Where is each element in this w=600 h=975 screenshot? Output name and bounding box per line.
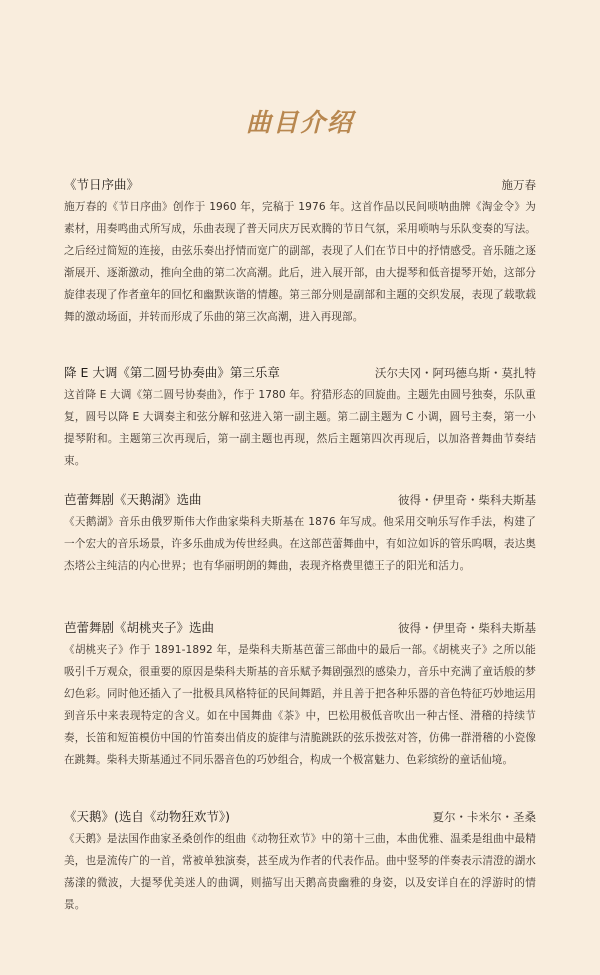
page-title: 曲目介绍 [245, 108, 354, 137]
piece-header [64, 174, 536, 196]
piece-composer: 沃尔夫冈・阿玛德乌斯・莫扎特 [375, 366, 536, 380]
piece-header [64, 806, 536, 828]
piece-description: 《胡桃夹子》作于 1891-1892 年，是柴科夫斯基芭蕾三部曲中的最后一部。《胡桃夹子》之所以能吸引千万观众，很重要的原因是柴科夫斯基的音乐赋予舞剧强烈的感染力，音乐中充满了童话般的梦幻色彩。同时他还插入了一批极具风格特征的民间舞蹈，并且善于把各种乐器的音色特征巧妙地运用到音乐中来表现特定的含义。如在中国舞曲《茶》中，巴松用极低音吹出一种古怪、滑稽的持续节奏，长笛和短笛模仿中国的竹笛奏出俏皮的旋律与清脆跳跃的弦乐拨弦对答，仿佛一群滑稽的小瓷像在跳舞。柴科夫斯基通过不同乐器音色的巧妙组合，构成一个极富魅力、色彩缤纷的童话仙境。 [64, 644, 536, 766]
program-piece-swan-lake [64, 489, 536, 577]
piece-composer: 彼得・伊里奇・柴科夫斯基 [398, 493, 536, 507]
piece-description: 施万春的《节日序曲》创作于 1960 年，完稿于 1976 年。这首作品以民间唢呐曲牌《淘金令》为素材，用奏鸣曲式所写成，乐曲表现了普天同庆万民欢腾的节日气氛，采用唢呐与乐队变奏的写法。之后经过简短的连接，由弦乐奏出抒情而宽广的副部，表现了人们在节日中的抒情感受。音乐随之逐渐展开、逐渐激动，推向全曲的第二次高潮。此后，进入展开部，由大提琴和低音提琴开始，这部分旋律表现了作者童年的回忆和幽默诙谐的情趣。第三部分则是副部和主题的交织发展，表现了载歌载舞的激动场面，并转而形成了乐曲的第三次高潮，进入再现部。 [64, 201, 536, 323]
piece-title: 《天鹅》(选自《动物狂欢节》) [64, 809, 231, 824]
piece-header [64, 617, 536, 639]
program-piece-festival-overture [64, 174, 536, 328]
program-piece-nutcracker [64, 617, 536, 771]
piece-description: 这首降 E 大调《第二圆号协奏曲》，作于 1780 年。狩猎形态的回旋曲。主题先由圆号独奏，乐队重复，圆号以降 E 大调奏主和弦分解和弦进入第一副主题。第二副主题为 C 小调，圆号主奏，第一小提琴附和。主题第三次再现后，第一副主题也再现，然后主题第四次再现后，以加洛普舞曲节奏结束。 [64, 389, 536, 467]
program-piece-horn-concerto [64, 362, 536, 472]
piece-title: 降 E 大调《第二圆号协奏曲》第三乐章 [64, 365, 280, 380]
piece-composer: 夏尔・卡米尔・圣桑 [432, 810, 536, 824]
piece-composer: 彼得・伊里奇・柴科夫斯基 [398, 621, 536, 635]
piece-composer: 施万春 [501, 178, 536, 192]
piece-title: 芭蕾舞剧《胡桃夹子》选曲 [64, 620, 215, 635]
piece-header [64, 489, 536, 511]
piece-title: 《节日序曲》 [64, 177, 140, 192]
piece-header [64, 362, 536, 384]
program-piece-the-swan [64, 806, 536, 916]
piece-title: 芭蕾舞剧《天鹅湖》选曲 [64, 492, 202, 507]
piece-description: 《天鹅》是法国作曲家圣桑创作的组曲《动物狂欢节》中的第十三曲，本曲优雅、温柔是组曲中最精美，也是流传广的一首，常被单独演奏，甚至成为作者的代表作品。曲中竖琴的伴奏表示清澄的湖水荡漾的微波，大提琴优美迷人的曲调，则描写出天鹅高贵幽雅的身姿，以及安详自在的浮游时的情景。 [64, 833, 536, 911]
piece-description: 《天鹅湖》音乐由俄罗斯伟大作曲家柴科夫斯基在 1876 年写成。他采用交响乐写作手法，构建了一个宏大的音乐场景，许多乐曲成为传世经典。在这部芭蕾舞曲中，有如泣如诉的管乐呜咽，表达奥杰塔公主纯洁的内心世界；也有华丽明朗的舞曲，表现齐格费里德王子的阳光和活力。 [64, 516, 536, 572]
